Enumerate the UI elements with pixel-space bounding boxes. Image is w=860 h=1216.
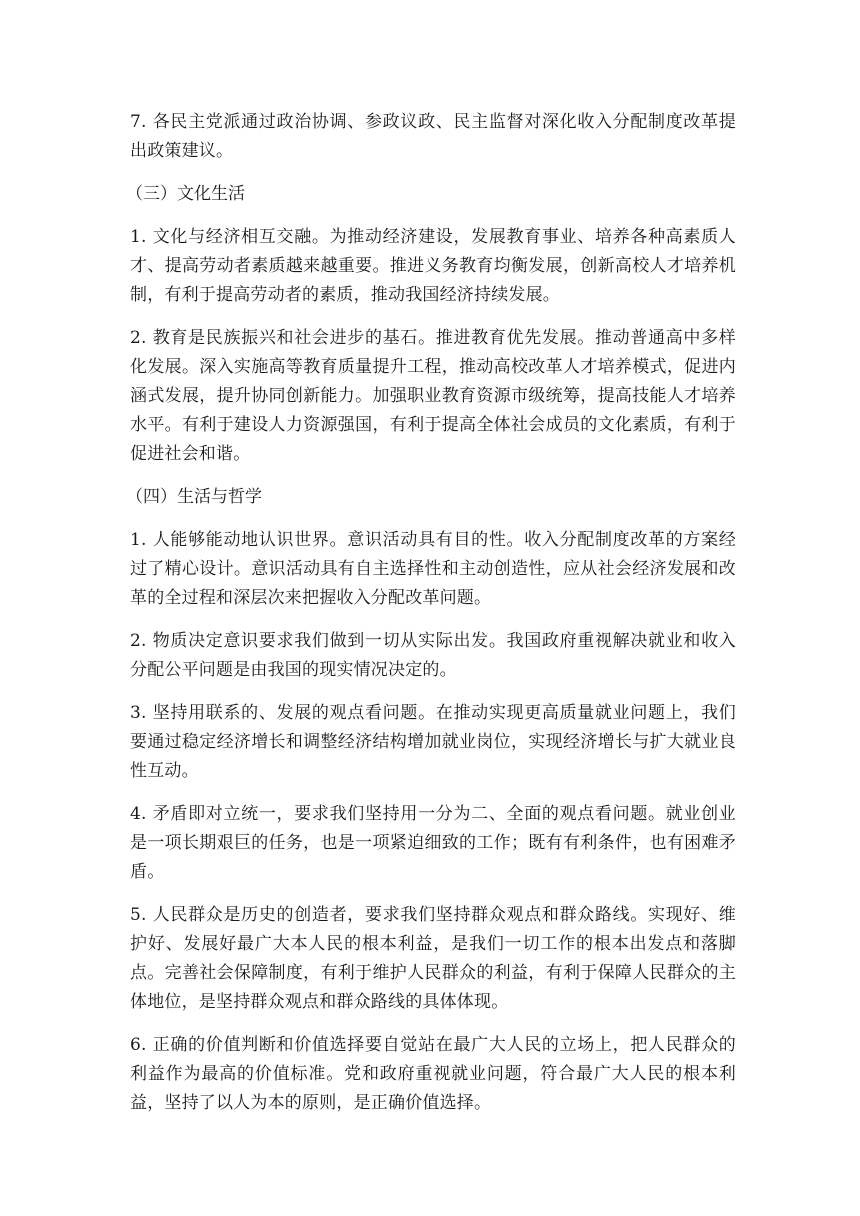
paragraph-culture-2: 2. 教育是民族振兴和社会进步的基石。推进教育优先发展。推动普通高中多样化发展。深入实施高等教育质量提升工程，推动高校改革人才培养模式，促进内涵式发展，提升协同创新能力。加强职业教育资源市级统筹，提高技能人才培养水平。有利于建设人力资源强国，有利于提高全体社会成员的文化素质，有利于促进社会和谐。 bbox=[130, 328, 736, 464]
paragraph-philosophy-4: 4. 矛盾即对立统一，要求我们坚持用一分为二、全面的观点看问题。就业创业是一项长期艰巨的任务，也是一项紧迫细致的工作；既有有利条件，也有困难矛盾。 bbox=[130, 804, 736, 882]
document-body bbox=[126, 108, 736, 1132]
paragraph-7-party-suggestions: 7. 各民主党派通过政治协调、参政议政、民主监督对深化收入分配制度改革提出政策建议。 bbox=[130, 112, 736, 161]
section-heading-philosophy: （四）生活与哲学 bbox=[126, 487, 262, 507]
section-heading-culture: （三）文化生活 bbox=[126, 184, 245, 204]
paragraph-philosophy-5: 5. 人民群众是历史的创造者，要求我们坚持群众观点和群众路线。实现好、维护好、发展好最广大本人民的根本利益，是我们一切工作的根本出发点和落脚点。完善社会保障制度，有利于维护人民群众的利益，有利于保障人民群众的主体地位，是坚持群众观点和群众路线的具体体现。 bbox=[130, 905, 736, 1012]
paragraph-philosophy-3: 3. 坚持用联系的、发展的观点看问题。在推动实现更高质量就业问题上，我们要通过稳定经济增长和调整经济结构增加就业岗位，实现经济增长与扩大就业良性互动。 bbox=[130, 703, 736, 781]
paragraph-philosophy-2: 2. 物质决定意识要求我们做到一切从实际出发。我国政府重视解决就业和收入分配公平问题是由我国的现实情况决定的。 bbox=[130, 631, 736, 680]
paragraph-philosophy-6: 6. 正确的价值判断和价值选择要自觉站在最广大人民的立场上，把人民群众的利益作为最高的价值标准。党和政府重视就业问题，符合最广大人民的根本利益，坚持了以人为本的原则，是正确价值选择。 bbox=[130, 1035, 736, 1113]
paragraph-culture-1: 1. 文化与经济相互交融。为推动经济建设，发展教育事业、培养各种高素质人才、提高劳动者素质越来越重要。推进义务教育均衡发展，创新高校人才培养机制，有利于提高劳动者的素质，推动我国经济持续发展。 bbox=[130, 227, 736, 305]
paragraph-philosophy-1: 1. 人能够能动地认识世界。意识活动具有目的性。收入分配制度改革的方案经过了精心设计。意识活动具有自主选择性和主动创造性，应从社会经济发展和改革的全过程和深层次来把握收入分配改革问题。 bbox=[130, 530, 736, 608]
